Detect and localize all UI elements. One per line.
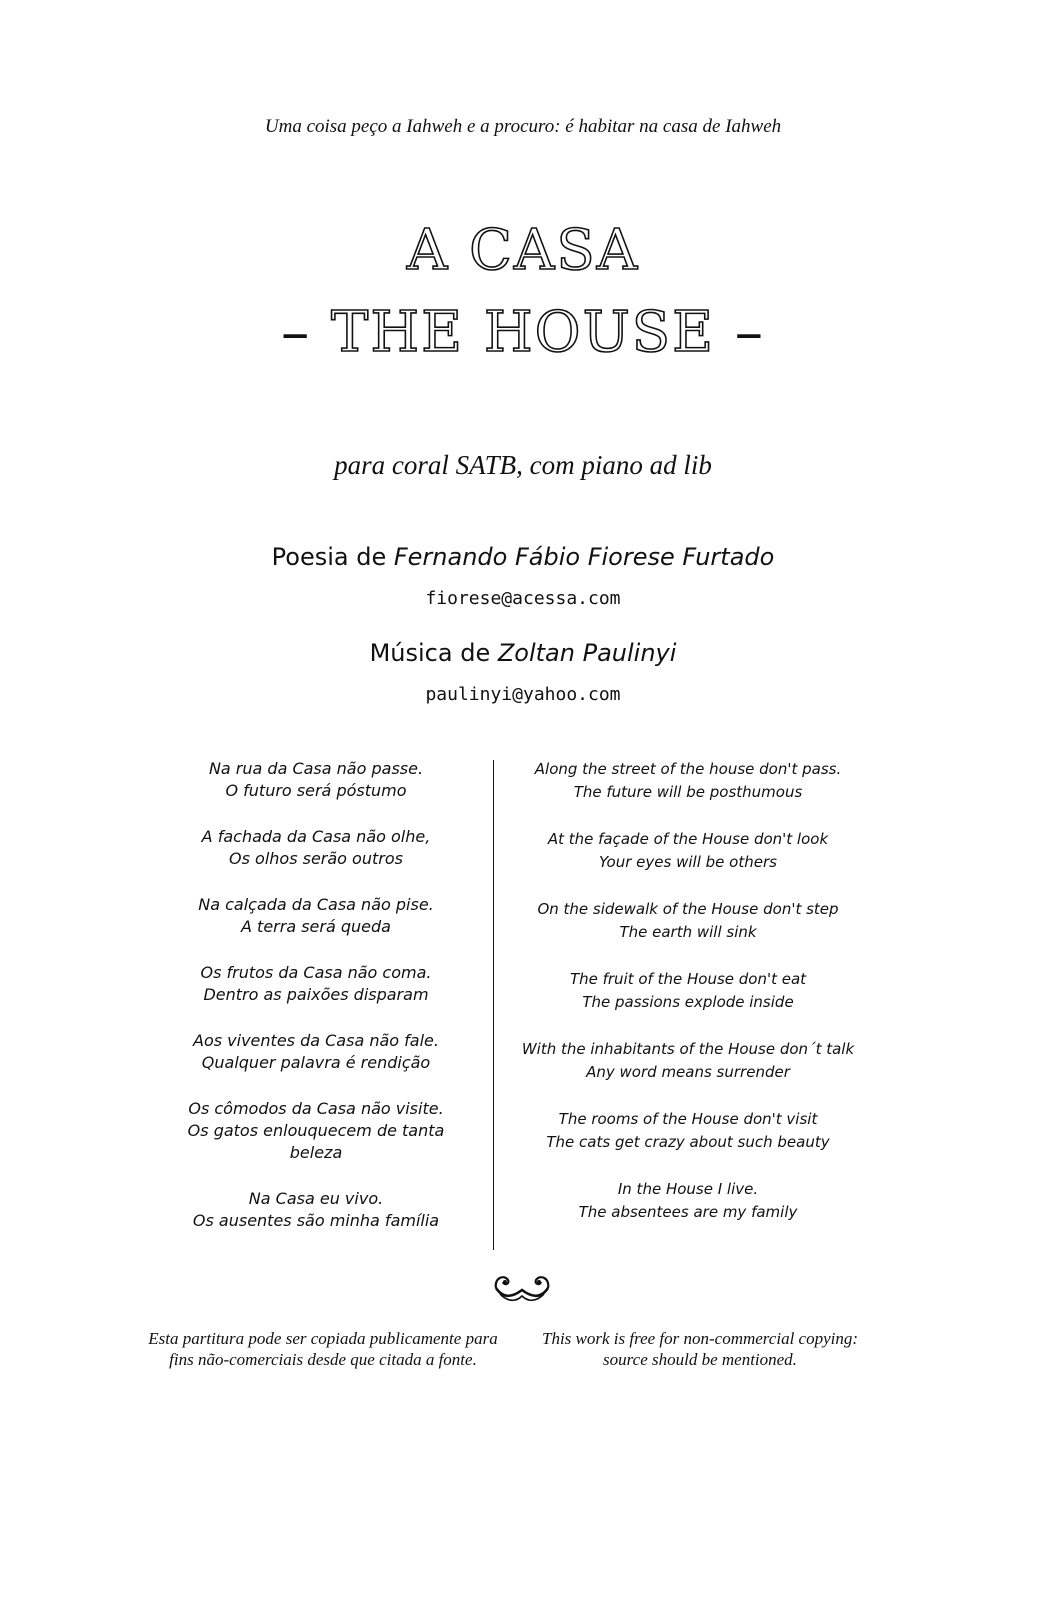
stanza-pt (140, 1030, 492, 1074)
poem-portuguese (140, 758, 492, 1256)
epigraph: Uma coisa peço a Iahweh e a procuro: é habitar na casa de Iahweh (264, 116, 782, 137)
stanza-en (500, 758, 876, 804)
stanza-pt (140, 1098, 492, 1164)
title-english (0, 300, 1046, 365)
music-credit-label: Música de (369, 639, 498, 667)
verse-line: The earth will sink (619, 923, 757, 941)
verse-line: Along the street of the house don't pass. (534, 760, 842, 778)
copyright-notice-portuguese: Esta partitura pode ser copiada publicamente para fins não-comerciais desde que citada a fonte. (148, 1329, 498, 1369)
verse-line: A terra será queda (241, 917, 391, 936)
verse-line: The absentees are my family (578, 1203, 798, 1221)
verse-line: The rooms of the House don't visit (558, 1110, 818, 1128)
verse-line: beleza (289, 1143, 343, 1162)
stanza-pt (140, 894, 492, 938)
verse-line: A fachada da Casa não olhe, (201, 827, 431, 846)
copyright-notice-english: This work is free for non-commercial copying: source should be mentioned. (541, 1329, 859, 1369)
poem-english (500, 758, 876, 1248)
title-portuguese: A CASA (406, 218, 640, 283)
verse-line: The passions explode inside (582, 993, 794, 1011)
verse-line: Qualquer palavra é rendição (201, 1053, 431, 1072)
stanza-pt (140, 758, 492, 802)
column-divider (493, 760, 494, 1250)
stanza-en (500, 828, 876, 874)
title-dash-right: – (734, 300, 765, 365)
poet-name: Fernando Fábio Fiorese Furtado (393, 543, 775, 571)
composer-name: Zoltan Paulinyi (497, 639, 677, 667)
poet-email: fiorese@acessa.com (425, 588, 621, 609)
verse-line: The fruit of the House don't eat (569, 970, 807, 988)
verse-line: The cats get crazy about such beauty (546, 1133, 830, 1151)
title-english-text: THE HOUSE (330, 300, 716, 365)
stanza-en (500, 968, 876, 1014)
stanza-en (500, 1038, 876, 1084)
flourish-ornament-icon (490, 1266, 554, 1306)
subtitle: para coral SATB, com piano ad lib (334, 450, 712, 480)
stanza-en (500, 898, 876, 944)
verse-line: Your eyes will be others (599, 853, 777, 871)
title-dash-left: – (281, 300, 312, 365)
verse-line: In the House I live. (617, 1180, 759, 1198)
verse-line: Os gatos enlouquecem de tanta (187, 1121, 445, 1140)
verse-line: Os cômodos da Casa não visite. (188, 1099, 444, 1118)
verse-line: Na rua da Casa não passe. (208, 759, 424, 778)
verse-line: The future will be posthumous (573, 783, 803, 801)
verse-line: Dentro as paixões disparam (203, 985, 429, 1004)
verse-line: Os ausentes são minha família (192, 1211, 440, 1230)
verse-line: On the sidewalk of the House don't step (537, 900, 839, 918)
poetry-credit-label: Poesia de (271, 543, 394, 571)
verse-line: Any word means surrender (586, 1063, 790, 1081)
verse-line: Na Casa eu vivo. (248, 1189, 384, 1208)
stanza-pt (140, 826, 492, 870)
stanza-pt (140, 962, 492, 1006)
stanza-en (500, 1178, 876, 1224)
stanza-pt (140, 1188, 492, 1232)
stanza-en (500, 1108, 876, 1154)
verse-line: At the façade of the House don't look (547, 830, 829, 848)
music-credit (0, 639, 1046, 667)
verse-line: With the inhabitants of the House don´t talk (521, 1040, 855, 1058)
verse-line: Os olhos serão outros (229, 849, 403, 868)
verse-line: Aos viventes da Casa não fale. (193, 1031, 439, 1050)
verse-line: Os frutos da Casa não coma. (200, 963, 432, 982)
verse-line: O futuro será póstumo (225, 781, 407, 800)
composer-email: paulinyi@yahoo.com (425, 684, 621, 705)
poetry-credit (0, 543, 1046, 571)
verse-line: Na calçada da Casa não pise. (198, 895, 434, 914)
